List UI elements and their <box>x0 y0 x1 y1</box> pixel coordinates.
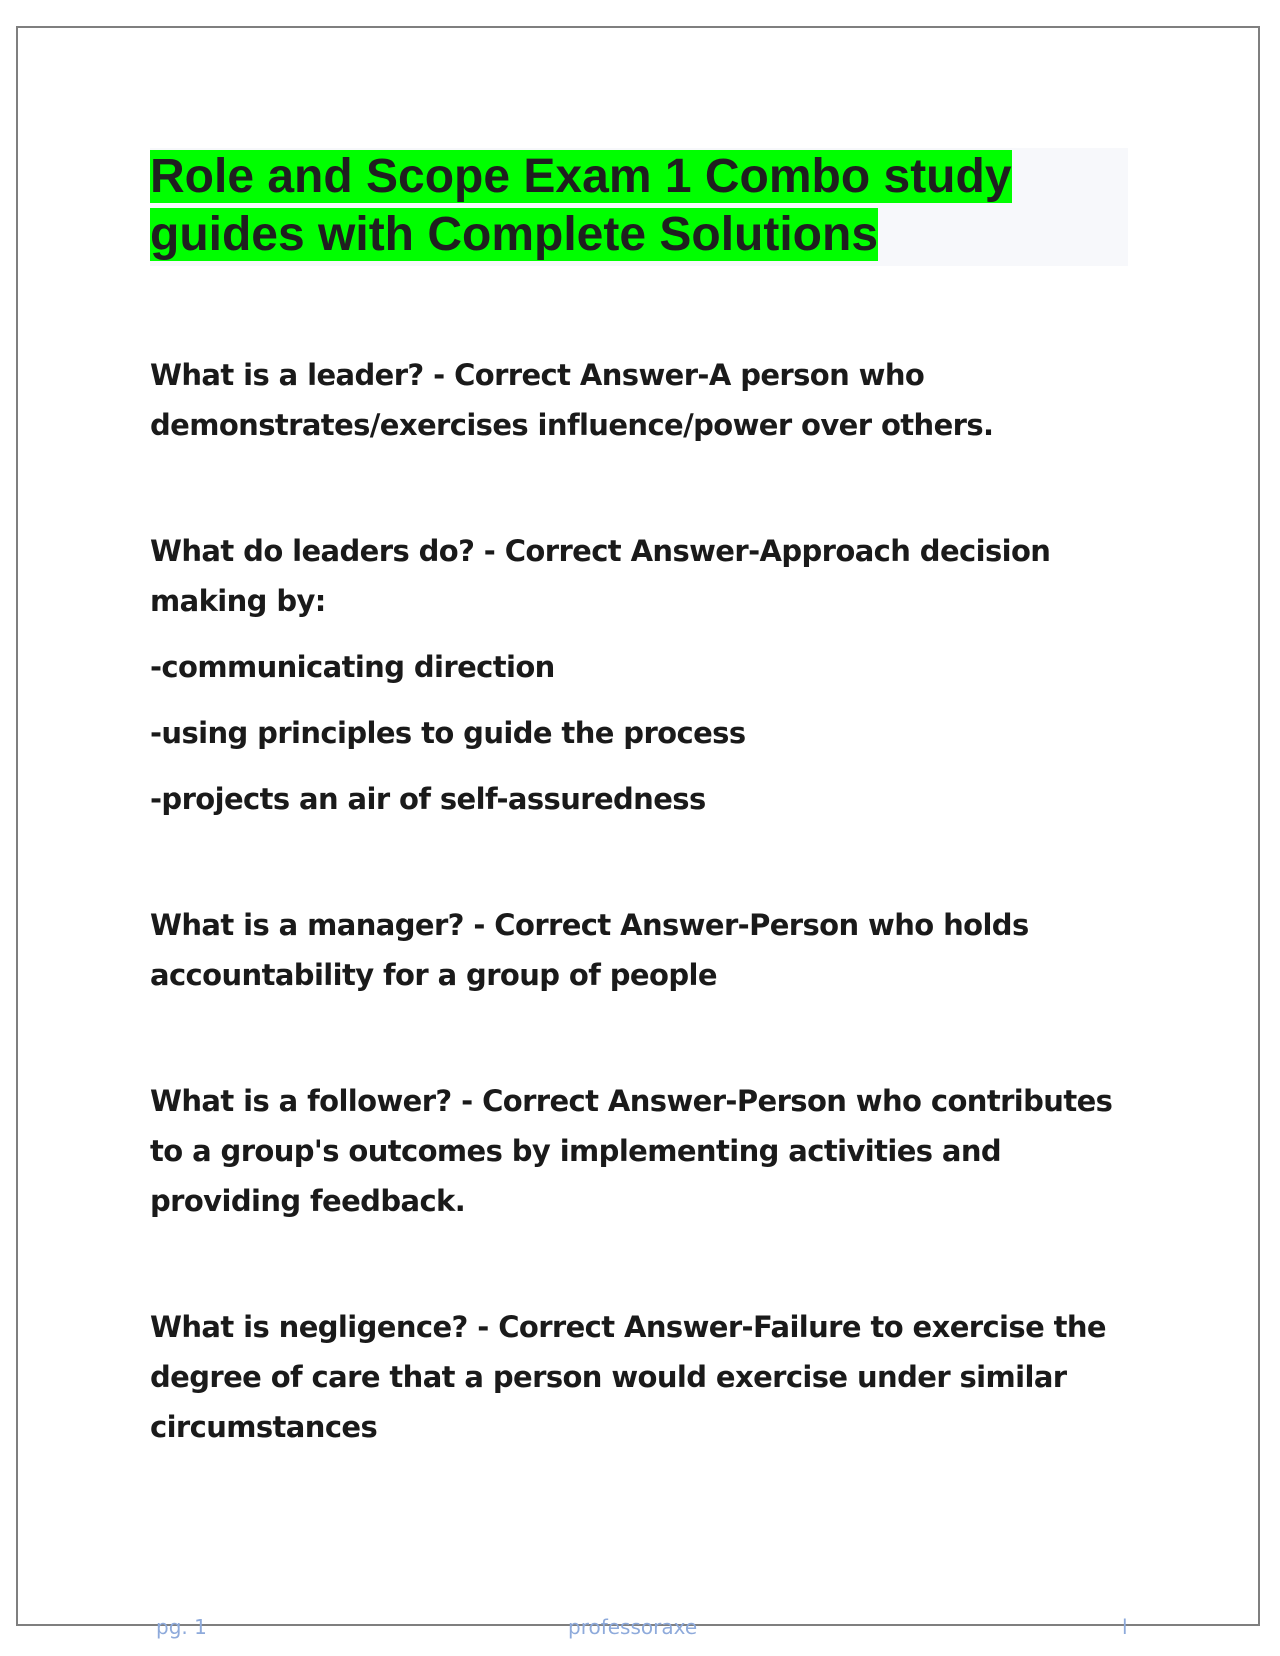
qa-subitem: -using principles to guide the process <box>150 716 746 750</box>
qa-text: What do leaders do? - Correct Answer-Approach decision making by: <box>150 534 1051 618</box>
title-block <box>150 148 1128 266</box>
qa-item <box>150 350 1135 450</box>
qa-text: What is negligence? - Correct Answer-Failure to exercise the degree of care that a person would exercise under similar circumstances <box>150 1310 1107 1444</box>
footer-brand: professoraxe <box>568 1615 698 1639</box>
qa-text: What is a manager? - Correct Answer-Person who holds accountability for a group of people <box>150 908 1029 992</box>
page-number: pg. 1 <box>156 1615 207 1639</box>
document-title <box>150 148 1128 264</box>
qa-text: What is a leader? - Correct Answer-A person who demonstrates/exercises influence/power over others. <box>150 358 994 442</box>
page-footer <box>0 1615 1280 1645</box>
footer-separator: l <box>1122 1615 1128 1639</box>
qa-item <box>150 900 1135 1000</box>
title-highlight: Role and Scope Exam 1 Combo study guides with Complete Solutions <box>150 150 1012 261</box>
qa-item <box>150 1076 1135 1226</box>
qa-text: What is a follower? - Correct Answer-Person who contributes to a group's outcomes by implementing activities and providing feedback. <box>150 1084 1113 1218</box>
document-body <box>150 350 1135 1528</box>
qa-subitem: -communicating direction <box>150 650 555 684</box>
qa-subitem: -projects an air of self-assuredness <box>150 782 706 816</box>
qa-item <box>150 526 1135 824</box>
qa-item <box>150 1302 1135 1452</box>
